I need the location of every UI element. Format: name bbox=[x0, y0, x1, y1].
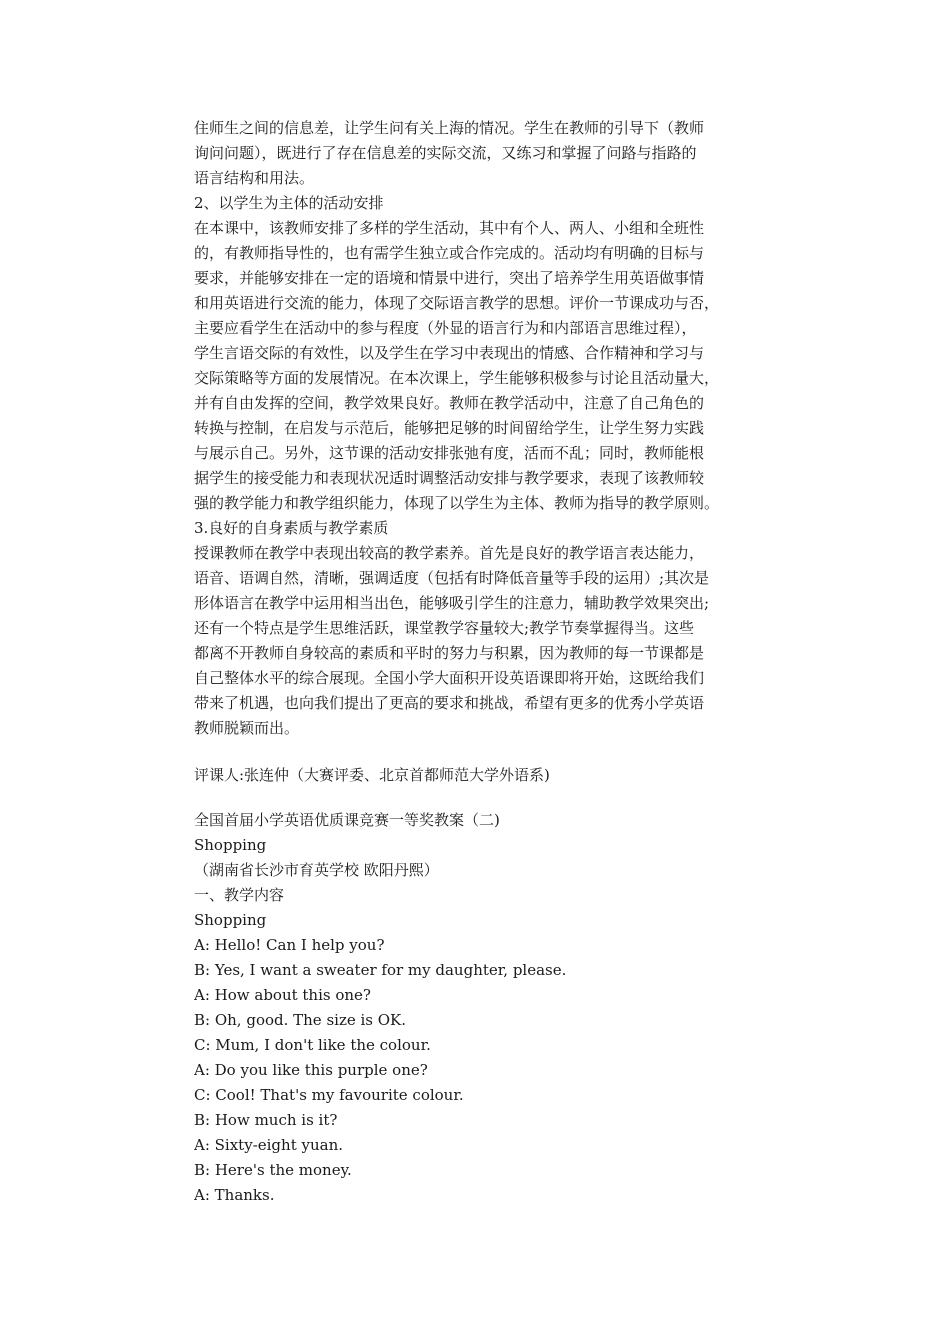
text-line: 要求，并能够安排在一定的语境和情景中进行，突出了培养学生用英语做事情 bbox=[194, 269, 705, 287]
section3-paragraph bbox=[194, 541, 758, 741]
dialogue-line: A: Do you like this purple one? bbox=[194, 1061, 428, 1079]
text-line: 还有一个特点是学生思维活跃，课堂教学容量较大;教学节奏掌握得当。这些 bbox=[194, 619, 695, 637]
text-line: 授课教师在教学中表现出较高的教学素养。首先是良好的教学语言表达能力， bbox=[194, 544, 705, 562]
text-line: 主要应看学生在活动中的参与程度（外显的语言行为和内部语言思维过程）， bbox=[194, 319, 697, 337]
section1-paragraph bbox=[194, 116, 758, 191]
text-line: 教师脱颖而出。 bbox=[194, 719, 300, 737]
dialogue-line: A: Sixty-eight yuan. bbox=[194, 1136, 343, 1154]
lesson-subtitle: Shopping bbox=[194, 836, 267, 854]
text-line: 语音、语调自然，清晰，强调适度（包括有时降低音量等手段的运用）;其次是 bbox=[194, 569, 710, 587]
lesson-author: （湖南省长沙市育英学校 欧阳丹熙） bbox=[194, 861, 439, 879]
lesson-title: 全国首届小学英语优质课竞赛一等奖教案（二) bbox=[194, 811, 500, 829]
text-line: 据学生的接受能力和表现状况适时调整活动安排与教学要求，表现了该教师较 bbox=[194, 469, 705, 487]
dialogue-line: B: How much is it? bbox=[194, 1111, 338, 1129]
dialogue-line: A: Hello! Can I help you? bbox=[194, 936, 385, 954]
text-line: 都离不开教师自身较高的素质和平时的努力与积累，因为教师的每一节课都是 bbox=[194, 644, 705, 662]
text-line: 住师生之间的信息差，让学生问有关上海的情况。学生在教师的引导下（教师 bbox=[194, 119, 705, 137]
dialogue-line: B: Oh, good. The size is OK. bbox=[194, 1011, 407, 1029]
document-page bbox=[194, 116, 758, 1208]
text-line: 语言结构和用法。 bbox=[194, 169, 315, 187]
text-line: 交际策略等方面的发展情况。在本次课上，学生能够积极参与讨论且活动量大， bbox=[194, 369, 720, 387]
dialogue-line: B: Yes, I want a sweater for my daughter, please. bbox=[194, 961, 567, 979]
text-line: 和用英语进行交流的能力，体现了交际语言教学的思想。评价一节课成功与否， bbox=[194, 294, 720, 312]
text-line: 询问问题），既进行了存在信息差的实际交流，又练习和掌握了问路与指路的 bbox=[194, 144, 697, 162]
section2-heading: 2、以学生为主体的活动安排 bbox=[194, 194, 384, 212]
text-line: 带来了机遇，也向我们提出了更高的要求和挑战，希望有更多的优秀小学英语 bbox=[194, 694, 705, 712]
spacer bbox=[194, 788, 758, 808]
text-line: 强的教学能力和教学组织能力，体现了以学生为主体、教师为指导的教学原则。 bbox=[194, 494, 720, 512]
text-line: 学生言语交际的有效性，以及学生在学习中表现出的情感、合作精神和学习与 bbox=[194, 344, 705, 362]
dialogue bbox=[194, 933, 758, 1208]
dialogue-line: A: Thanks. bbox=[194, 1186, 275, 1204]
text-line: 在本课中，该教师安排了多样的学生活动，其中有个人、两人、小组和全班性 bbox=[194, 219, 705, 237]
text-line: 自己整体水平的综合展现。全国小学大面积开设英语课即将开始，这既给我们 bbox=[194, 669, 705, 687]
text-line: 形体语言在教学中运用相当出色，能够吸引学生的注意力，辅助教学效果突出; bbox=[194, 594, 710, 612]
text-line: 转换与控制，在启发与示范后，能够把足够的时间留给学生，让学生努力实践 bbox=[194, 419, 705, 437]
text-line: 的，有教师指导性的，也有需学生独立或合作完成的。活动均有明确的目标与 bbox=[194, 244, 705, 262]
dialogue-line: A: How about this one? bbox=[194, 986, 371, 1004]
section3-heading: 3.良好的自身素质与教学素质 bbox=[194, 519, 389, 537]
dialogue-line: C: Mum, I don't like the colour. bbox=[194, 1036, 431, 1054]
dialogue-line: C: Cool! That's my favourite colour. bbox=[194, 1086, 464, 1104]
text-line: 与展示自己。另外，这节课的活动安排张弛有度，活而不乱；同时，教师能根 bbox=[194, 444, 705, 462]
text-line: 并有自由发挥的空间，教学效果良好。教师在教学活动中，注意了自己角色的 bbox=[194, 394, 705, 412]
content-heading: 一、教学内容 bbox=[194, 886, 285, 904]
section2-paragraph bbox=[194, 216, 758, 516]
dialogue-line: B: Here's the money. bbox=[194, 1161, 352, 1179]
spacer bbox=[194, 741, 758, 763]
dialogue-title: Shopping bbox=[194, 911, 267, 929]
reviewer-credit: 评课人:张连仲（大赛评委、北京首都师范大学外语系) bbox=[194, 766, 550, 784]
